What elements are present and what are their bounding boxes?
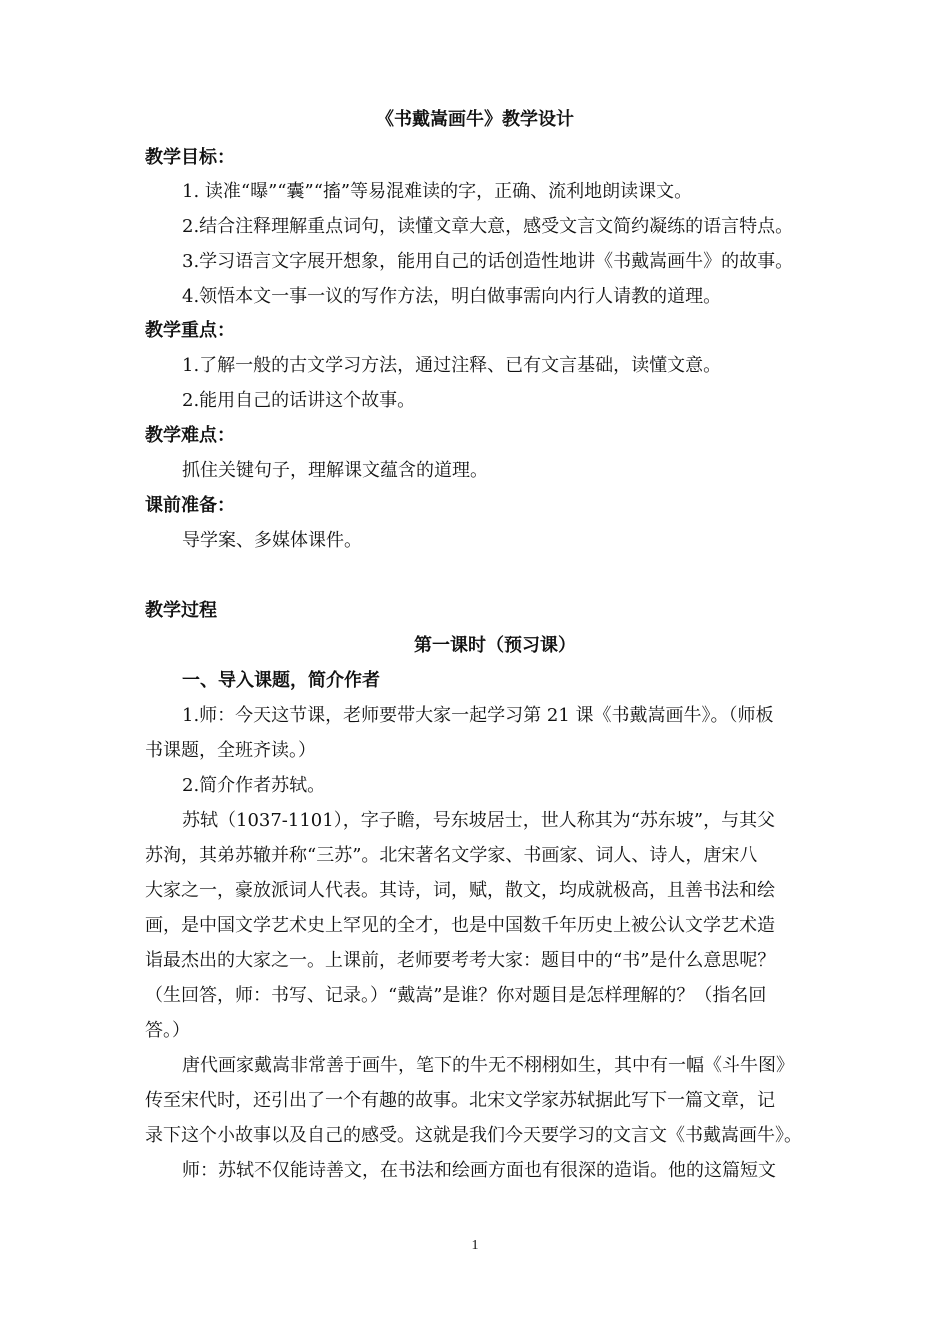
- paragraph-line: 唐代画家戴嵩非常善于画牛，笔下的牛无不栩栩如生，其中有一幅《斗牛图》: [182, 1055, 794, 1076]
- paragraph-line: 传至宋代时，还引出了一个有趣的故事。北宋文学家苏轼据此写下一篇文章，记: [145, 1090, 775, 1111]
- paragraph-line: 师：苏轼不仅能诗善文，在书法和绘画方面也有很深的造诣。他的这篇短文: [182, 1160, 776, 1181]
- objective-item: 1. 读准“曝”“囊”“搐”等易混难读的字，正确、流利地朗读课文。: [182, 181, 693, 202]
- preparation-text: 导学案、多媒体课件。: [182, 530, 362, 551]
- objective-item: 3.学习语言文字展开想象，能用自己的话创造性地讲《书戴嵩画牛》的故事。: [182, 251, 794, 272]
- page-number: 1: [471, 1238, 479, 1253]
- paragraph-line: 大家之一，豪放派词人代表。其诗，词，赋，散文，均成就极高，且善书法和绘: [145, 880, 775, 901]
- key-point-item: 2.能用自己的话讲这个故事。: [182, 390, 416, 411]
- lesson-title: 第一课时（预习课）: [414, 635, 576, 656]
- preparation-heading: 课前准备：: [145, 495, 235, 516]
- objectives-heading: 教学目标：: [145, 147, 235, 168]
- paragraph-line: （生回答，师：书写、记录。）“戴嵩”是谁？你对题目是怎样理解的？（指名回: [145, 985, 767, 1006]
- paragraph-line: 2.简介作者苏轼。: [182, 775, 326, 796]
- paragraph-line: 1.师：今天这节课，老师要带大家一起学习第 21 课《书戴嵩画牛》。（师板: [182, 705, 774, 726]
- process-heading: 教学过程: [145, 600, 217, 621]
- paragraph-line: 苏洵，其弟苏辙并称“三苏”。北宋著名文学家、书画家、词人、诗人，唐宋八: [145, 845, 758, 866]
- objective-item: 2.结合注释理解重点词句，读懂文章大意，感受文言文简约凝练的语言特点。: [182, 216, 794, 237]
- section-heading: 一、导入课题，简介作者: [182, 670, 380, 691]
- key-points-heading: 教学重点：: [145, 320, 235, 341]
- paragraph-line: 书课题，全班齐读。）: [145, 740, 316, 761]
- document-title: 《书戴嵩画牛》教学设计: [376, 109, 574, 130]
- paragraph-line: 画，是中国文学艺术史上罕见的全才，也是中国数千年历史上被公认文学艺术造: [145, 915, 775, 936]
- paragraph-line: 录下这个小故事以及自己的感受。这就是我们今天要学习的文言文《书戴嵩画牛》。: [145, 1125, 802, 1146]
- key-point-item: 1.了解一般的古文学习方法，通过注释、已有文言基础，读懂文意。: [182, 355, 722, 376]
- paragraph-line: 苏轼（1037-1101），字子瞻，号东坡居士，世人称其为“苏东坡”，与其父: [182, 810, 776, 831]
- difficulties-heading: 教学难点：: [145, 425, 235, 446]
- paragraph-line: 答。）: [145, 1020, 190, 1041]
- difficulties-text: 抓住关键句子，理解课文蕴含的道理。: [182, 460, 488, 481]
- objective-item: 4.领悟本文一事一议的写作方法，明白做事需向内行人请教的道理。: [182, 286, 722, 307]
- paragraph-line: 诣最杰出的大家之一。上课前，老师要考考大家：题目中的“书”是什么意思呢？: [145, 950, 776, 971]
